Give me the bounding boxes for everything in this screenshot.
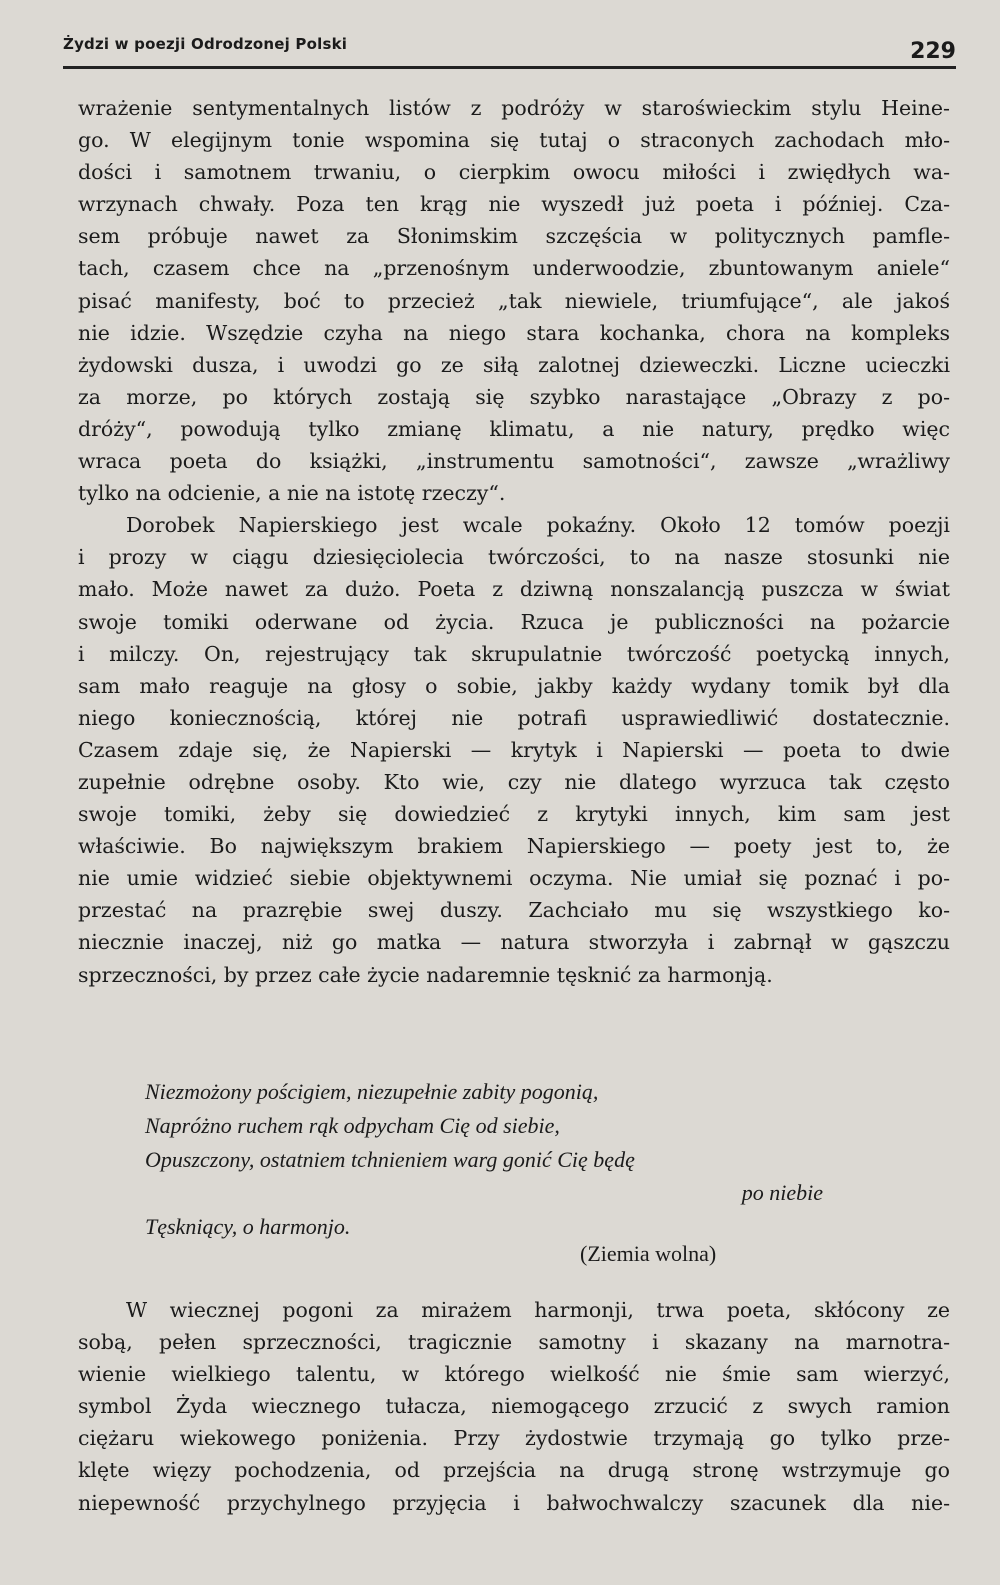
text-line: i milczy. On, rejestrujący tak skrupulatnie twórczość poetycką innych, — [78, 641, 950, 666]
text-line: Dorobek Napierskiego jest wcale pokaźny. Około 12 tomów poezji — [126, 513, 950, 538]
text-line: klęte więzy pochodzenia, od przejścia na drugą stronę wstrzymuje go — [78, 1458, 950, 1483]
text-line: wienie wielkiego talentu, w którego wielkość nie śmie sam wierzyć, — [78, 1362, 950, 1387]
text-line: go. W elegijnym tonie wspomina się tutaj o straconych zachodach mło- — [78, 128, 950, 153]
poem-line: Tęskniący, o harmonjo. — [145, 1214, 351, 1240]
text-line: tach, czasem chce na „przenośnym underwoodzie, zbuntowanym aniele“ — [78, 256, 950, 281]
text-line: nie idzie. Wszędzie czyha na niego stara kochanka, chora na kompleks — [78, 320, 950, 345]
text-line: przestać na prazrębie swej duszy. Zachciało mu się wszystkiego ko- — [78, 898, 950, 923]
text-line: swoje tomiki, żeby się dowiedzieć z krytyki innych, kim sam jest — [78, 802, 950, 827]
text-line: niepewność przychylnego przyjęcia i bałwochwalczy szacunek dla nie- — [78, 1490, 950, 1515]
text-line: sobą, pełen sprzeczności, tragicznie samotny i skazany na marnotra- — [78, 1330, 950, 1355]
text-line: wrażenie sentymentalnych listów z podróży w staroświeckim stylu Heine- — [78, 96, 950, 120]
text-line: pisać manifesty, boć to przecież „tak niewiele, triumfujące“, ale jakoś — [78, 288, 950, 313]
text-line: i prozy w ciągu dziesięciolecia twórczości, to na nasze stosunki nie — [78, 545, 950, 570]
poem-line: Opuszczony, ostatniem tchnieniem warg gonić Cię będę — [145, 1146, 635, 1172]
text-line: tylko na odcienie, a nie na istotę rzeczy“. — [78, 481, 506, 506]
text-line: zupełnie odrębne osoby. Kto wie, czy nie dlatego wyrzuca tak często — [78, 769, 950, 794]
poem-line: Niezmożony pościgiem, niezupełnie zabity pogonią, — [145, 1079, 599, 1104]
poem-line: Napróżno ruchem rąk odpycham Cię od siebie, — [145, 1112, 560, 1138]
paragraph-2 — [78, 509, 950, 990]
text-line: symbol Żyda wiecznego tułacza, niemogącego zrzucić z swych ramion — [78, 1394, 950, 1419]
text-line: właściwie. Bo największym brakiem Napierskiego — poety jest to, że — [78, 834, 950, 859]
page-number: 229 — [910, 39, 956, 64]
text-line: dości i samotnem trwaniu, o cierpkim owocu miłości i zwiędłych wa- — [78, 160, 950, 185]
poem-source: (Ziemia wolna) — [580, 1241, 717, 1266]
text-line: wraca poeta do książki, „instrumentu samotności“, zawsze „wrażliwy — [78, 449, 950, 474]
text-line: dróży“, powodują tylko zmianę klimatu, a nie natury, prędko więc — [78, 416, 950, 441]
body-text — [78, 92, 950, 991]
text-line: niecznie inaczej, niż go matka — natura stworzyła i zabrnął w gąszczu — [78, 930, 950, 955]
poem-line: po niebie — [741, 1180, 823, 1206]
text-line: swoje tomiki oderwane od życia. Rzuca je publiczności na pożarcie — [78, 609, 950, 634]
text-line: wrzynach chwały. Poza ten krąg nie wyszedł już poeta i później. Cza- — [78, 192, 950, 217]
running-head — [63, 31, 956, 71]
paragraph-3 — [78, 1294, 950, 1519]
text-line: mało. Może nawet za dużo. Poeta z dziwną nonszalancją puszcza w świat — [78, 577, 950, 602]
text-line: ciężaru wiekowego poniżenia. Przy żydostwie trzymają go tylko prze- — [78, 1426, 950, 1451]
text-line: sem próbuje nawet za Słonimskim szczęścia w politycznych pamfle- — [78, 224, 950, 249]
text-line: za morze, po których zostają się szybko narastające „Obrazy z po- — [78, 384, 950, 409]
body-text-continued — [78, 1294, 950, 1519]
header-rule — [63, 66, 956, 69]
text-line: sam mało reaguje na głosy o sobie, jakby każdy wydany tomik był dla — [78, 673, 950, 698]
text-line: Czasem zdaje się, że Napierski — krytyk i Napierski — poeta to dwie — [78, 737, 950, 762]
text-line: sprzeczności, by przez całe życie nadaremnie tęsknić za harmonją. — [78, 962, 773, 987]
text-line: niego koniecznością, której nie potrafi usprawiedliwić dostatecznie. — [78, 705, 950, 730]
text-line: nie umie widzieć siebie objektywnemi oczyma. Nie umiał się poznać i po- — [78, 866, 950, 891]
paragraph-1 — [78, 92, 950, 509]
text-line: żydowski dusza, i uwodzi go ze siłą zalotnej dzieweczki. Liczne ucieczki — [78, 352, 950, 377]
text-line: W wiecznej pogoni za mirażem harmonji, trwa poeta, skłócony ze — [126, 1298, 950, 1322]
poem-quote — [145, 1075, 835, 1244]
running-title: Żydzi w poezji Odrodzonej Polski — [63, 35, 348, 53]
